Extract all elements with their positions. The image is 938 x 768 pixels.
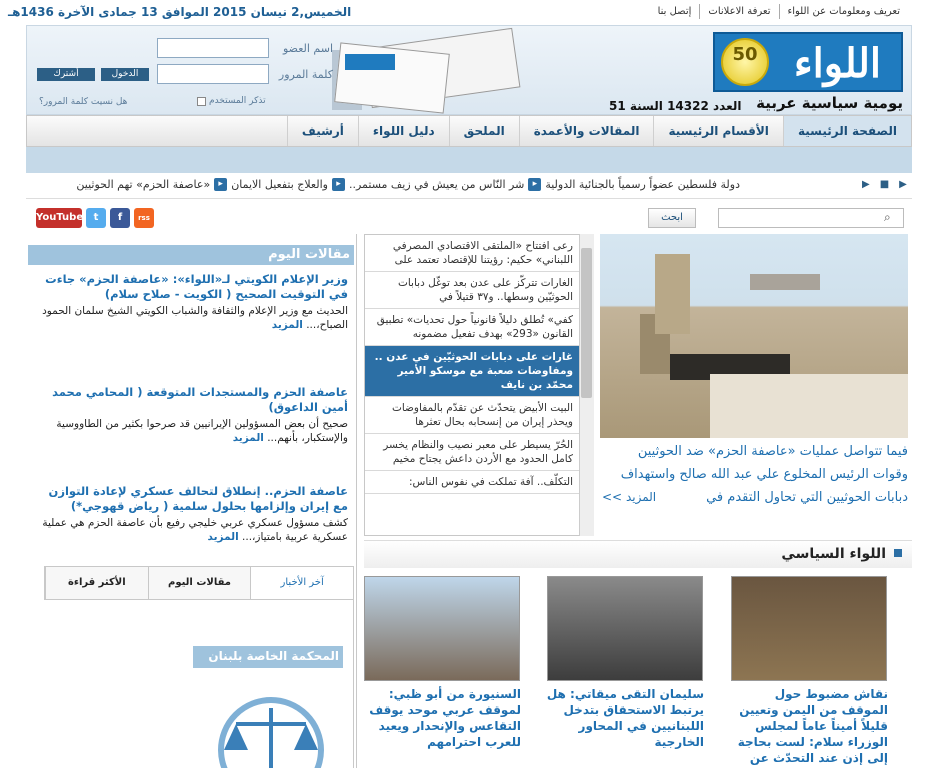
article-excerpt: صحيح أن بعض المسؤولين الإيرانيين قد صرحوا بكثير من الطاووسية والإستكبار، بأنهم... — [56, 418, 348, 444]
feature-image[interactable] — [600, 234, 908, 438]
ticker-item[interactable]: والعلاج بتفعيل الايمان — [231, 178, 328, 191]
articles-tabs — [44, 566, 354, 600]
sub-nav-bar — [26, 147, 912, 173]
tab-most-read[interactable]: الأكثر قراءة — [45, 567, 148, 599]
feature-more-link[interactable]: << المزيد — [602, 490, 657, 504]
headline-scrollbar-thumb[interactable] — [581, 248, 592, 398]
member-label: اسم العضو — [282, 42, 333, 55]
section-title[interactable]: اللواء السياسي — [781, 546, 886, 562]
headline-item[interactable]: الغارات تتركّز على عدن بعد توغّل دبابات الحوثيّين وسطها.. و٣٧ قتيلاً في — [365, 272, 579, 309]
tab-today-articles[interactable]: مقالات اليوم — [148, 567, 251, 599]
headline-list — [364, 234, 594, 536]
search-input[interactable] — [718, 208, 904, 228]
photo-tank-shape — [750, 274, 820, 290]
headline-item-active[interactable]: غارات على دبابات الحوثيّين في عدن .. ومفاوضات صعبة مع موسكو الأمير محمّد بن نايف — [365, 346, 579, 397]
top-link-ads[interactable]: تعرفة الاعلانات — [699, 4, 778, 19]
top-link-contact[interactable]: إتصل بنا — [657, 6, 692, 17]
article-more-link[interactable]: المزيد — [271, 319, 303, 331]
thumb-caption[interactable]: السنيورة من أبو ظبي: لموقف عربي موحد يوقف التقاعس والإنحدار ويعيد للعرب احترامهم — [369, 687, 521, 749]
article-body — [30, 304, 348, 332]
nav-archive[interactable]: أرشيف — [287, 116, 358, 146]
anniversary-number: 50 — [732, 44, 758, 65]
twitter-icon[interactable]: t — [86, 208, 106, 228]
forgot-password-link[interactable]: هل نسيت كلمة المرور؟ — [39, 97, 128, 107]
youtube-icon[interactable]: YouTube — [36, 208, 82, 228]
nav-guide[interactable]: دليل اللواء — [358, 116, 449, 146]
search-button[interactable]: ابحث — [648, 208, 696, 228]
article-body — [30, 516, 348, 544]
headline-item[interactable]: كفي» تُطلق دليلاً قانونياً حول تحديات» تطبيق القانون «293» بهدف تفعيل مضمونه — [365, 309, 579, 346]
play-icon[interactable]: ▶ — [862, 179, 870, 190]
headline-item[interactable]: التكلّف.. آفة تملكت في نفوس الناس: — [365, 471, 579, 494]
photo-soldier-shape — [655, 254, 690, 334]
facebook-icon[interactable]: f — [110, 208, 130, 228]
top-links — [650, 4, 908, 19]
remember-me[interactable] — [197, 96, 266, 106]
next-icon[interactable]: ▶ — [899, 179, 907, 190]
today-articles-header — [28, 245, 354, 265]
stl-header — [193, 646, 343, 668]
ticker-controls — [862, 179, 907, 190]
article-title[interactable]: عاصفة الحزم.. إنطلاق لتحالف عسكري لإعادة التوازن مع إيران وإلزامها بحلول سلمية ( رياض قهوجي*) — [48, 484, 348, 513]
tab-latest-news[interactable]: آخر الأخبار — [250, 567, 353, 599]
social-links — [36, 208, 154, 228]
subscribe-button[interactable]: أشترك — [37, 68, 95, 81]
today-articles-title: مقالات اليوم — [268, 247, 350, 262]
member-input[interactable] — [157, 38, 269, 58]
photo-sandbags-shape — [710, 374, 908, 438]
stl-title[interactable]: المحكمة الخاصة بلبنان — [208, 649, 339, 663]
ticker-bullet-icon: ▸ — [528, 178, 541, 191]
newspaper-masthead-graphic — [345, 54, 395, 70]
article-body — [30, 417, 348, 445]
column-divider — [356, 234, 357, 768]
login-button[interactable]: الدخول — [101, 68, 149, 81]
nav-sections[interactable]: الأقسام الرئيسية — [653, 116, 782, 146]
remember-checkbox[interactable] — [197, 97, 206, 106]
issue-number: العدد 14322 السنة 51 — [609, 99, 742, 113]
headline-item[interactable]: الحُرّ يسيطر على معبر نصيب والنظام يخسر كامل الحدود مع الأردن داعش يجتاح مخيم — [365, 434, 579, 471]
article-item — [30, 385, 348, 445]
article-item — [30, 484, 348, 544]
section-header — [364, 540, 912, 568]
article-more-link[interactable]: المزيد — [232, 432, 264, 444]
nav-home[interactable]: الصفحة الرئيسية — [783, 116, 911, 146]
article-excerpt: كشف مسؤول عسكري عربي خليجي رفيع بأن عاصفة الحزم هي عملية عسكرية عربية بامتياز،... — [42, 517, 348, 543]
top-link-about[interactable]: تعريف ومعلومات عن اللواء — [779, 4, 908, 19]
ticker-item[interactable]: شر النّاس من يعيش في زيف مستمر.. — [348, 178, 525, 191]
headline-item[interactable]: رعى افتتاح «الملتقى الاقتصادي المصرفي اللبناني» حكيم: رؤيتنا للإقتصاد تعتمد على — [365, 235, 579, 272]
news-ticker — [26, 173, 912, 199]
tagline: يومية سياسية عربية — [756, 94, 903, 112]
password-input[interactable] — [157, 64, 269, 84]
site-logo[interactable] — [713, 32, 903, 92]
nav-supplement[interactable]: الملحق — [449, 116, 519, 146]
ticker-bullet-icon: ▸ — [214, 178, 227, 191]
ticker-item[interactable]: دولة فلسطين عضواً رسمياً بالجنائية الدولية — [545, 178, 740, 191]
feature-caption[interactable]: فيما تتواصل عمليات «عاصفة الحزم» ضد الحوثيين وقوات الرئيس المخلوع علي عبد الله صالح واستهداف دبابات الحوثيين التي تحاول التقدم في — [620, 444, 908, 505]
thumb-image-cabinet[interactable] — [731, 576, 887, 681]
thumb-caption[interactable]: نقاش مضبوط حول الموقف من اليمن وتعيين قليلاً أميناً عاماً لمجلس الوزراء سلام: لست بحاجة إلى إذن عند التحدّث عن — [737, 687, 888, 765]
ticker-items — [76, 178, 740, 191]
article-excerpt: الحديث مع وزير الإعلام والثقافة والشباب الكويتي الشيخ سلمان الحمود الصباح،... — [42, 305, 348, 331]
main-nav — [26, 115, 912, 147]
thumb-image-meeting[interactable] — [547, 576, 703, 681]
password-label: كلمة المرور — [278, 68, 333, 81]
article-more-link[interactable]: المزيد — [207, 531, 239, 543]
thumb-caption[interactable]: سليمان التقى ميقاتي: هل يرتبط الاستحقاق بتدخل اللبنانيين في المحاور الخارجية — [546, 687, 704, 749]
site-header — [26, 25, 912, 115]
article-title[interactable]: عاصفة الحزم والمستجدات المتوقعة ( المحامي محمد أمين الداعوق) — [52, 385, 348, 414]
logo-text: اللواء — [793, 40, 881, 87]
newspapers-image — [327, 30, 527, 112]
stl-emblem-icon[interactable] — [196, 690, 346, 768]
pause-icon[interactable]: ■ — [879, 179, 890, 190]
section-marker-icon — [894, 549, 902, 557]
thumb-image-conference[interactable] — [364, 576, 520, 681]
top-bar — [0, 0, 938, 25]
soldiers-photo — [600, 234, 908, 438]
current-date: الخميس,2 نيسان 2015 الموافق 13 جمادى الآخرة 1436هـ — [8, 5, 352, 19]
search-icon: ⌕ — [884, 210, 891, 224]
ticker-item[interactable]: «عاصفة الحزم» تهم الحوثيين — [76, 178, 211, 191]
remember-label: تذكر المستخدم — [209, 96, 266, 106]
ticker-bullet-icon: ▸ — [332, 178, 345, 191]
headline-item[interactable]: البيت الأبيض يتحدّث عن تقدّم بالمفاوضات ويحذر إيران من إنسحابه بحال تعثرها — [365, 397, 579, 434]
article-item — [30, 272, 348, 332]
rss-icon[interactable]: rss — [134, 208, 154, 228]
article-title[interactable]: وزير الإعلام الكويتي لـ«اللواء»: «عاصفة الحزم» جاءت في التوقيت الصحيح ( الكويت - صلاح سلام) — [45, 272, 348, 301]
nav-articles[interactable]: المقالات والأعمدة — [519, 116, 654, 146]
